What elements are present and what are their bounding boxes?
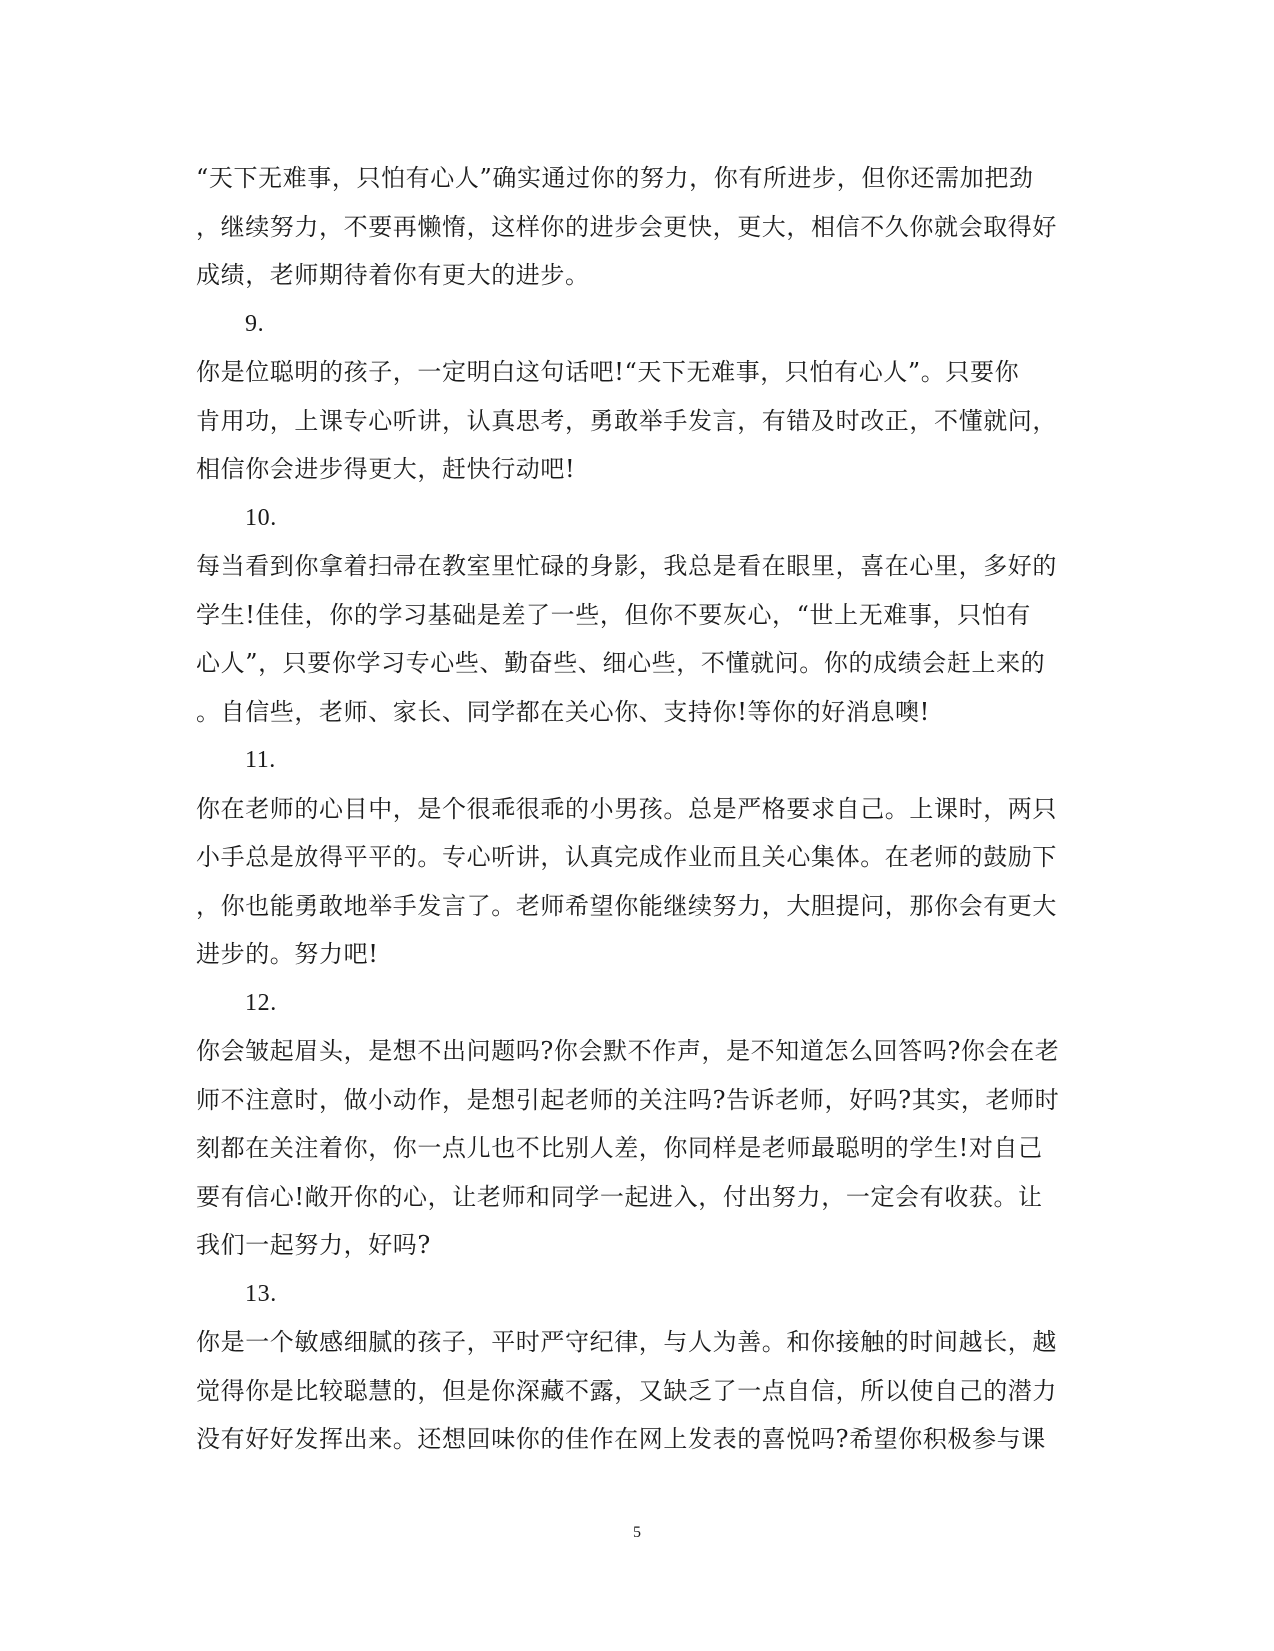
paragraph [196, 348, 1080, 494]
text-line: 你会皱起眉头，是想不出问题吗?你会默不作声，是不知道怎么回答吗?你会在老 [196, 1037, 1060, 1065]
text-line: 觉得你是比较聪慧的，但是你深藏不露，又缺乏了一点自信，所以使自己的潜力 [196, 1376, 1057, 1405]
text-line: 肯用功，上课专心听讲，认真思考，勇敢举手发言，有错及时改正，不懂就问， [196, 406, 1057, 435]
text-line: 我们一起努力，好吗? [196, 1231, 431, 1259]
paragraph [196, 154, 1080, 300]
paragraph [196, 1318, 1080, 1464]
text-line: 心人”，只要你学习专心些、勤奋些、细心些，不懂就问。你的成绩会赶上来的 [196, 649, 1046, 677]
item-number: 9. [245, 310, 265, 337]
text-line: 没有好好发挥出来。还想回味你的佳作在网上发表的喜悦吗?希望你积极参与课 [196, 1425, 1046, 1453]
paragraph [196, 1027, 1080, 1270]
text-line: 相信你会进步得更大，赶快行动吧! [196, 455, 576, 483]
text-line: ，继续努力，不要再懒惰，这样你的进步会更快，更大，相信不久你就会取得好 [196, 212, 1057, 241]
text-line: 师不注意时，做小动作，是想引起老师的关注吗?告诉老师，好吗?其实，老师时 [196, 1085, 1060, 1114]
item-number: 11. [245, 747, 276, 773]
item-number: 13. [245, 1280, 277, 1307]
text-line: 进步的。努力吧! [196, 940, 379, 968]
page-number: 5 [633, 1524, 641, 1541]
document-body [196, 154, 1080, 1464]
paragraph [196, 542, 1080, 736]
text-line: 小手总是放得平平的。专心听讲，认真完成作业而且关心集体。在老师的鼓励下 [196, 843, 1057, 871]
text-line: 每当看到你拿着扫帚在教室里忙碌的身影，我总是看在眼里，喜在心里，多好的 [196, 552, 1057, 580]
text-line: 你是位聪明的孩子，一定明白这句话吧!“天下无难事，只怕有心人”。只要你 [196, 358, 1020, 386]
text-line: 。自信些，老师、家长、同学都在关心你、支持你!等你的好消息噢! [196, 697, 930, 726]
text-line: 你在老师的心目中，是个很乖很乖的小男孩。总是严格要求自己。上课时，两只 [196, 794, 1057, 823]
text-line: ，你也能勇敢地举手发言了。老师希望你能继续努力，大胆提问，那你会有更大 [196, 891, 1057, 920]
text-line: 你是一个敏感细腻的孩子，平时严守纪律，与人为善。和你接触的时间越长，越 [196, 1328, 1057, 1356]
text-line: 学生!佳佳，你的学习基础是差了一些，但你不要灰心，“世上无难事，只怕有 [196, 600, 1031, 629]
paragraph [196, 785, 1080, 979]
text-line: 刻都在关注着你，你一点儿也不比别人差，你同样是老师最聪明的学生!对自己 [196, 1134, 1043, 1162]
text-line: 成绩，老师期待着你有更大的进步。 [196, 261, 590, 289]
text-line: 要有信心!敞开你的心，让老师和同学一起进入，付出努力，一定会有收获。让 [196, 1182, 1043, 1211]
text-line: “天下无难事，只怕有心人”确实通过你的努力，你有所进步，但你还需加把劲 [196, 164, 1034, 192]
item-number: 10. [245, 504, 277, 531]
item-number: 12. [245, 989, 277, 1016]
